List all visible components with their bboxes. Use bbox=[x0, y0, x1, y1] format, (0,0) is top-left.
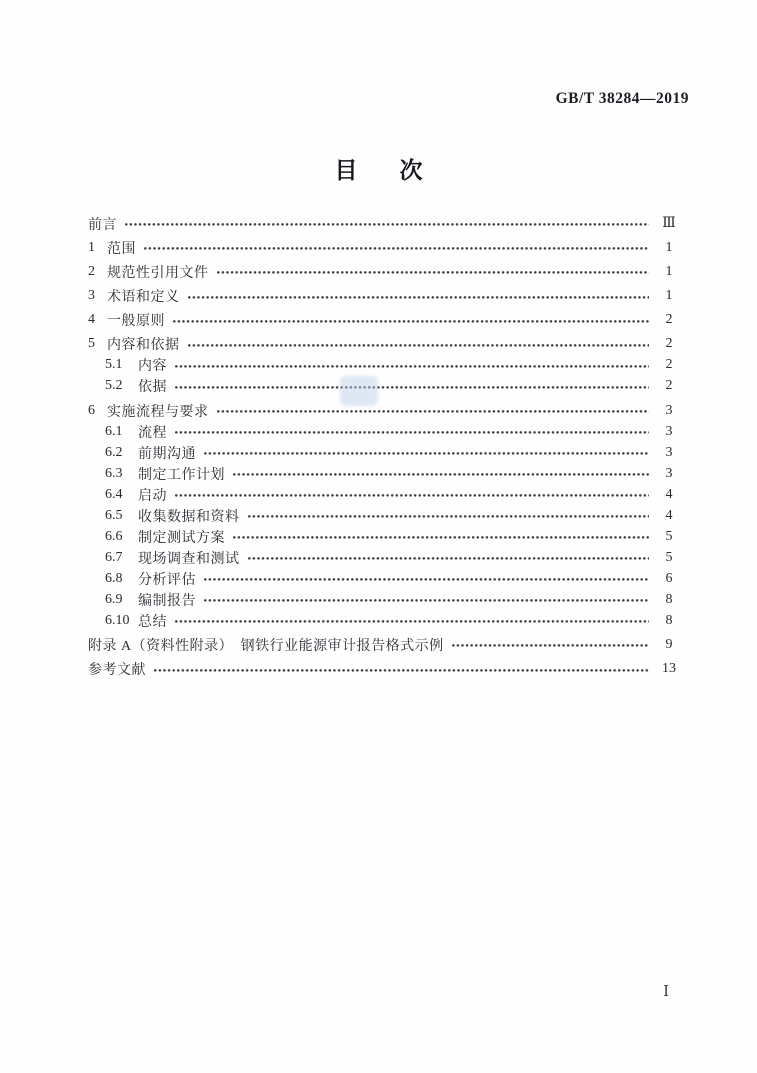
toc-leader-dots bbox=[188, 344, 650, 347]
toc-entry-page: 2 bbox=[665, 378, 673, 394]
page-title-char-2: 次 bbox=[399, 158, 423, 183]
toc-entry-label: 参考文献 bbox=[88, 663, 146, 678]
toc-entry-label: 规范性引用文件 bbox=[107, 265, 209, 281]
toc-leader-dots bbox=[233, 536, 649, 539]
toc-leader-dots bbox=[188, 296, 650, 299]
toc-entry-page: 2 bbox=[665, 312, 673, 328]
toc-entry bbox=[88, 463, 682, 484]
toc-entry-page: 3 bbox=[665, 423, 673, 439]
standard-code: GB/T 38284—2019 bbox=[555, 90, 689, 107]
toc-entry-label: 编制报告 bbox=[138, 593, 196, 609]
toc-entry-page: 9 bbox=[665, 636, 673, 652]
toc-leader-dots bbox=[217, 271, 650, 274]
toc-entry-label: 前言 bbox=[88, 217, 117, 233]
toc-entry-page: 6 bbox=[665, 570, 673, 586]
toc-entry-page: 3 bbox=[665, 444, 673, 460]
toc-entry-page: 3 bbox=[665, 465, 673, 481]
toc-entry-number: 6.6 bbox=[105, 528, 123, 544]
toc-entry bbox=[88, 526, 682, 547]
table-of-contents bbox=[88, 213, 682, 680]
toc-entry bbox=[88, 261, 682, 282]
toc-entry bbox=[88, 213, 682, 234]
toc-entry-number: 3 bbox=[88, 288, 95, 304]
toc-entry bbox=[88, 237, 682, 258]
toc-entry-number: 6.7 bbox=[105, 549, 123, 565]
toc-entry bbox=[88, 547, 682, 568]
toc-leader-dots bbox=[248, 557, 650, 560]
toc-entry-page: 5 bbox=[665, 549, 673, 565]
toc-leader-dots bbox=[154, 669, 649, 672]
toc-entry-page: 1 bbox=[665, 263, 673, 279]
toc-entry-label: 范围 bbox=[107, 241, 136, 257]
toc-leader-dots bbox=[204, 452, 649, 455]
toc-entry-page: 4 bbox=[665, 486, 673, 502]
toc-entry-page: 3 bbox=[665, 402, 673, 418]
toc-entry-label: 实施流程与要求 bbox=[107, 404, 209, 420]
toc-entry-label: 内容和依据 bbox=[107, 338, 180, 354]
toc-entry-number: 2 bbox=[88, 263, 95, 279]
toc-entry-page: 8 bbox=[665, 612, 673, 628]
toc-entry bbox=[88, 484, 682, 505]
toc-entry-label: 流程 bbox=[138, 425, 167, 441]
toc-entry-number: 6.8 bbox=[105, 570, 123, 586]
toc-entry-label: 内容 bbox=[138, 359, 167, 375]
toc-entry bbox=[88, 334, 682, 355]
toc-entry bbox=[88, 610, 682, 631]
toc-leader-dots bbox=[217, 410, 650, 413]
toc-entry-number: 6.2 bbox=[105, 444, 123, 460]
toc-entry-label: 附录 A（资料性附录） 钢铁行业能源审计报告格式示例 bbox=[88, 638, 444, 654]
toc-leader-dots bbox=[204, 599, 649, 602]
toc-leader-dots bbox=[144, 247, 649, 250]
toc-entry-number: 5 bbox=[88, 336, 95, 352]
toc-leader-dots bbox=[175, 620, 649, 623]
toc-entry-number: 5.1 bbox=[105, 357, 123, 373]
toc-leader-dots bbox=[175, 365, 649, 368]
toc-entry-page: 2 bbox=[665, 357, 673, 373]
toc-entry bbox=[88, 421, 682, 442]
toc-entry-label: 启动 bbox=[138, 488, 167, 504]
toc-entry-label: 术语和定义 bbox=[107, 290, 180, 306]
toc-entry-number: 5.2 bbox=[105, 378, 123, 394]
toc-entry bbox=[88, 376, 682, 397]
toc-entry-label: 总结 bbox=[138, 614, 167, 630]
toc-entry-number: 6.10 bbox=[105, 612, 130, 628]
toc-entry bbox=[88, 659, 682, 680]
toc-leader-dots bbox=[452, 644, 649, 647]
toc-entry bbox=[88, 568, 682, 589]
toc-entry bbox=[88, 589, 682, 610]
toc-entry bbox=[88, 442, 682, 463]
toc-entry-number: 6.5 bbox=[105, 507, 123, 523]
toc-entry-page: 1 bbox=[665, 288, 673, 304]
toc-leader-dots bbox=[125, 223, 649, 226]
page-title bbox=[0, 152, 757, 185]
toc-leader-dots bbox=[175, 386, 649, 389]
toc-entry-page: 2 bbox=[665, 336, 673, 352]
toc-entry-label: 制定工作计划 bbox=[138, 467, 225, 483]
toc-entry-label: 现场调查和测试 bbox=[138, 551, 240, 567]
toc-leader-dots bbox=[173, 320, 649, 323]
toc-entry-number: 4 bbox=[88, 312, 95, 328]
toc-entry-number: 6.9 bbox=[105, 591, 123, 607]
toc-entry bbox=[88, 310, 682, 331]
toc-entry-label: 制定测试方案 bbox=[138, 530, 225, 546]
toc-entry-number: 6 bbox=[88, 402, 95, 418]
toc-entry-page: 5 bbox=[665, 528, 673, 544]
footer-page-number: Ⅰ bbox=[663, 984, 669, 1000]
toc-entry bbox=[88, 400, 682, 421]
watermark-blue-logo bbox=[340, 376, 378, 406]
toc-entry-number: 6.3 bbox=[105, 465, 123, 481]
toc-entry-label: 一般原则 bbox=[107, 314, 165, 330]
toc-entry bbox=[88, 505, 682, 526]
toc-leader-dots bbox=[248, 515, 650, 518]
toc-entry-label: 收集数据和资料 bbox=[138, 509, 240, 525]
toc-entry bbox=[88, 286, 682, 307]
toc-entry-number: 6.1 bbox=[105, 423, 123, 439]
toc-leader-dots bbox=[175, 494, 649, 497]
toc-entry-number: 1 bbox=[88, 239, 95, 255]
toc-entry-page: 13 bbox=[662, 661, 676, 676]
toc-entry-label: 前期沟通 bbox=[138, 446, 196, 462]
toc-entry-page: 1 bbox=[665, 239, 673, 255]
toc-leader-dots bbox=[233, 473, 649, 476]
toc-entry bbox=[88, 355, 682, 376]
toc-leader-dots bbox=[204, 578, 649, 581]
toc-entry-page: Ⅲ bbox=[662, 216, 676, 231]
toc-entry-label: 分析评估 bbox=[138, 572, 196, 588]
toc-entry-page: 8 bbox=[665, 591, 673, 607]
toc-entry-label: 依据 bbox=[138, 380, 167, 396]
page-title-char-1: 目 bbox=[334, 158, 358, 183]
toc-entry-number: 6.4 bbox=[105, 486, 123, 502]
toc-entry bbox=[88, 634, 682, 655]
toc-entry-page: 4 bbox=[665, 507, 673, 523]
toc-leader-dots bbox=[175, 431, 649, 434]
